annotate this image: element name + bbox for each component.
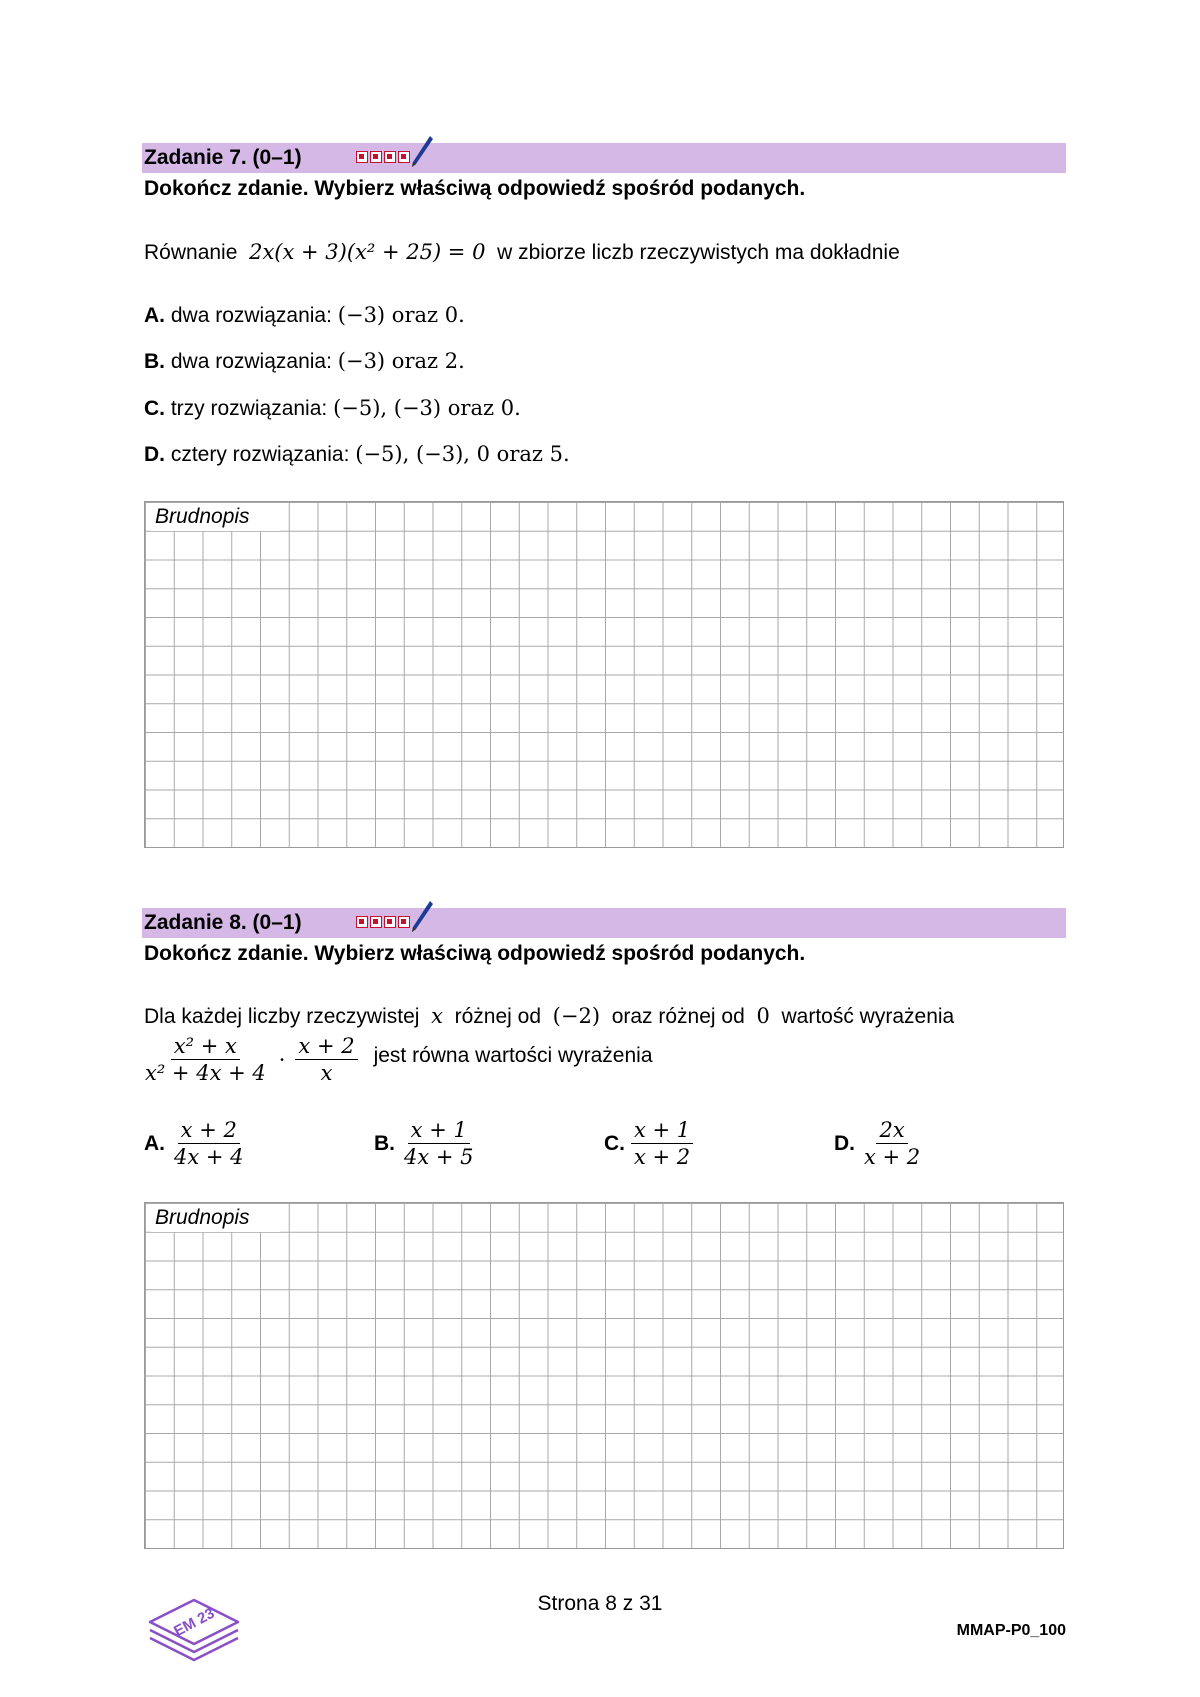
scratch-label: Brudnopis	[151, 1204, 280, 1232]
option-math: (−3) oraz 2.	[337, 349, 465, 373]
denominator: x + 2	[864, 1145, 921, 1169]
page-number: Strona 8 z 31	[537, 1592, 663, 1615]
prompt-text: w zbiorze liczb rzeczywistych ma dokładnie	[497, 241, 900, 264]
task-7-scratch-grid[interactable]	[144, 501, 1064, 848]
task-7-title: Zadanie 7. (0–1)	[144, 146, 302, 169]
prompt-text: oraz różnej od	[611, 1005, 745, 1028]
task-8-option-a[interactable]	[144, 1117, 247, 1170]
option-math: (−5), (−3) oraz 0.	[333, 396, 521, 420]
task-7-prompt	[144, 240, 900, 265]
task-7-command-icons	[356, 151, 410, 163]
fraction	[171, 1117, 247, 1170]
task-8-option-b[interactable]	[374, 1117, 477, 1170]
option-label: A.	[144, 304, 165, 327]
prompt-text: wartość wyrażenia	[781, 1005, 955, 1028]
command-square-icon	[384, 151, 396, 163]
denominator: x + 2	[634, 1145, 691, 1169]
value: (−2)	[552, 1004, 601, 1028]
command-square-icon	[398, 916, 410, 928]
task-8-command-icons	[356, 916, 410, 928]
numerator: x² + x	[171, 1033, 240, 1060]
pen-icon	[410, 899, 434, 935]
pen-icon	[410, 134, 434, 170]
fraction	[295, 1033, 357, 1086]
option-label: B.	[374, 1131, 395, 1155]
task-8-scratch-grid[interactable]	[144, 1202, 1064, 1549]
logo-text: EM 23	[171, 1604, 218, 1641]
task-7-option-a[interactable]	[144, 303, 465, 328]
fraction	[631, 1117, 693, 1170]
prompt-text: Równanie	[144, 241, 238, 264]
prompt-text: jest równa wartości wyrażenia	[373, 1043, 653, 1067]
fraction	[861, 1117, 923, 1170]
option-text: dwa rozwiązania:	[170, 304, 332, 327]
option-math: (−3) oraz 0.	[337, 303, 465, 327]
task-8-expression	[142, 1033, 653, 1086]
command-square-icon	[370, 151, 382, 163]
option-text: trzy rozwiązania:	[170, 397, 328, 420]
command-square-icon	[370, 916, 382, 928]
denominator: 4x + 5	[404, 1145, 474, 1169]
task-7-option-b[interactable]	[144, 349, 465, 374]
fraction	[142, 1033, 269, 1086]
task-8-prompt-line	[144, 1004, 954, 1029]
option-label: C.	[144, 397, 165, 420]
scratch-label: Brudnopis	[151, 503, 280, 531]
denominator: x	[320, 1061, 333, 1085]
exam-code: MMAP-P0_100	[956, 1622, 1066, 1639]
task-8-title: Zadanie 8. (0–1)	[144, 911, 302, 934]
task-8-option-d[interactable]	[834, 1117, 923, 1170]
option-label: B.	[144, 350, 165, 373]
option-text: cztery rozwiązania:	[170, 443, 350, 466]
option-label: A.	[144, 1131, 165, 1155]
denominator: 4x + 4	[174, 1145, 244, 1169]
task-7-option-d[interactable]	[144, 442, 570, 467]
task-8-instruction: Dokończ zdanie. Wybierz właściwą odpowiedź spośród podanych.	[144, 942, 806, 965]
denominator: x² + 4x + 4	[145, 1061, 266, 1085]
multiply-dot: ·	[278, 1047, 286, 1072]
option-label: D.	[144, 443, 165, 466]
option-label: D.	[834, 1131, 855, 1155]
option-math: (−5), (−3), 0 oraz 5.	[355, 442, 570, 466]
command-square-icon	[356, 916, 368, 928]
task-7-instruction: Dokończ zdanie. Wybierz właściwą odpowiedź spośród podanych.	[144, 177, 806, 200]
fraction	[401, 1117, 477, 1170]
option-label: C.	[604, 1131, 625, 1155]
numerator: 2x	[876, 1117, 907, 1144]
task-7-option-c[interactable]	[144, 396, 521, 421]
prompt-text: Dla każdej liczby rzeczywistej	[144, 1005, 420, 1028]
command-square-icon	[384, 916, 396, 928]
option-text: dwa rozwiązania:	[170, 350, 332, 373]
numerator: x + 1	[408, 1117, 470, 1144]
command-square-icon	[398, 151, 410, 163]
variable-x: x	[431, 1004, 443, 1028]
numerator: x + 1	[631, 1117, 693, 1144]
value: 0	[756, 1004, 770, 1028]
equation: 2x(x + 3)(x² + 25) = 0	[249, 240, 486, 264]
numerator: x + 2	[178, 1117, 240, 1144]
task-8-option-c[interactable]	[604, 1117, 693, 1170]
numerator: x + 2	[295, 1033, 357, 1060]
prompt-text: różnej od	[454, 1005, 541, 1028]
command-square-icon	[356, 151, 368, 163]
